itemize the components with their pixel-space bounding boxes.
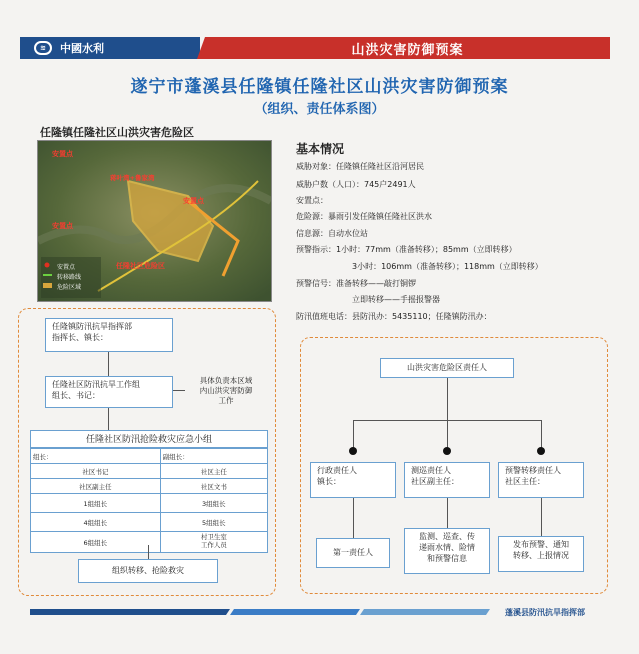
banner-title: 山洪灾害防御预案 <box>205 37 610 59</box>
duty-note <box>186 376 266 405</box>
table-cell: 社区书记 <box>31 464 161 479</box>
page-title: 遂宁市蓬溪县任隆镇任隆社区山洪灾害防御预案 <box>130 77 509 97</box>
info-row: 危险源：暴雨引发任隆镇任隆社区洪水 <box>296 212 432 221</box>
info-row: 威胁对象：任隆镇任隆社区沿河居民 <box>296 162 424 171</box>
info-row: 防汛值班电话：县防汛办：5435110；任隆镇防汛办： <box>296 312 492 321</box>
table-row <box>31 449 268 464</box>
action-box: 组织转移、抢险救灾 <box>78 559 218 583</box>
table-cell: 社区主任 <box>160 464 267 479</box>
shelter-label: 安置点 <box>52 150 73 158</box>
connector <box>447 420 448 450</box>
connector <box>173 390 185 391</box>
team-table <box>30 448 268 553</box>
connector <box>148 545 149 559</box>
table-cell: 组长： <box>31 449 161 464</box>
table-cell: 社区副主任 <box>31 479 161 494</box>
info-row: 信息源：自动水位站 <box>296 229 368 238</box>
hq-name: 任隆镇防汛抗旱指挥部 <box>52 322 132 331</box>
duty-line: 具体负责本区域 <box>199 376 253 385</box>
table-row <box>31 513 268 532</box>
node-dot-icon <box>443 447 451 455</box>
info-row: 预警信号：准备转移——敲打铜锣 <box>296 279 416 288</box>
hq-leader: 指挥长、镇长： <box>52 332 108 342</box>
legend-item: 安置点 <box>57 264 76 271</box>
danger-area-label: 蒋叶湾+鲁家湾 <box>110 174 155 182</box>
info-row: 3小时：106mm（准备转移）；118mm（立即转移） <box>352 262 543 271</box>
connector <box>447 498 448 528</box>
admin-responsible-box: 行政责任人 镇长： <box>310 462 396 498</box>
group-leader: 组长、书记： <box>52 390 100 400</box>
connector <box>108 408 109 430</box>
water-logo-icon: ≋ <box>34 41 52 55</box>
table-row <box>31 532 268 553</box>
table-cell: 3组组长 <box>160 494 267 513</box>
table-row <box>31 494 268 513</box>
footer-org: 蓬溪县防汛抗旱指挥部 <box>505 608 585 617</box>
info-row: 立即转移——手摇报警器 <box>352 295 440 304</box>
hazard-map <box>37 140 272 302</box>
duty-line: 工作 <box>218 395 234 405</box>
info-row: 预警指示：1小时：77mm（准备转移）；85mm（立即转移） <box>296 245 517 254</box>
connector <box>108 352 109 376</box>
node-dot-icon <box>349 447 357 455</box>
table-cell: 副组长： <box>160 449 267 464</box>
connector <box>541 498 542 536</box>
legend-item: 危险区域 <box>57 284 82 291</box>
team-title: 任隆社区防汛抢险救灾应急小组 <box>30 430 268 448</box>
legend-item: 转移路线 <box>57 274 82 281</box>
group-name: 任隆社区防汛抗旱工作组 <box>52 380 140 389</box>
table-cell: 4组组长 <box>31 513 161 532</box>
warning-responsible-box: 预警转移责任人 社区主任： <box>498 462 584 498</box>
connector <box>541 420 542 450</box>
table-cell: 社区文书 <box>160 479 267 494</box>
map-title: 任隆镇任隆社区山洪灾害危险区 <box>40 126 194 139</box>
first-responsible-box: 第一责任人 <box>316 538 390 568</box>
duty-line: 内山洪灾害防御 <box>199 385 253 395</box>
top-responsible-box: 山洪灾害危险区责任人 <box>380 358 514 378</box>
basic-info-title: 基本情况 <box>296 142 345 156</box>
connector <box>353 498 354 538</box>
table-cell: 1组组长 <box>31 494 161 513</box>
table-cell: 6组组长 <box>31 532 161 553</box>
connector <box>353 420 354 450</box>
info-row: 安置点： <box>296 196 328 205</box>
table-row <box>31 479 268 494</box>
footer-stripe <box>30 609 490 615</box>
warning-task-box: 发布预警、通知 转移、上报情况 <box>498 536 584 572</box>
table-cell: 5组组长 <box>160 513 267 532</box>
table-cell: 村卫生室 工作人员 <box>160 532 267 553</box>
shelter-label: 安置点 <box>52 222 73 230</box>
group-box <box>45 376 173 408</box>
info-row: 威胁户数（人口）：745户2491人 <box>296 180 416 189</box>
patrol-task-box: 监测、巡查、传 递雨水情、险情 和预警信息 <box>404 528 490 574</box>
patrol-responsible-box: 测巡责任人 社区副主任： <box>404 462 490 498</box>
page-subtitle: （组织、责任体系图） <box>254 102 385 117</box>
node-dot-icon <box>537 447 545 455</box>
hq-box <box>45 318 173 352</box>
shelter-label: 安置点 <box>183 197 204 205</box>
brand-name: 中國水利 <box>60 42 104 55</box>
table-row <box>31 464 268 479</box>
zone-label: 任隆社区危险区 <box>116 262 165 270</box>
brand-bar <box>20 37 200 59</box>
connector <box>447 378 448 420</box>
